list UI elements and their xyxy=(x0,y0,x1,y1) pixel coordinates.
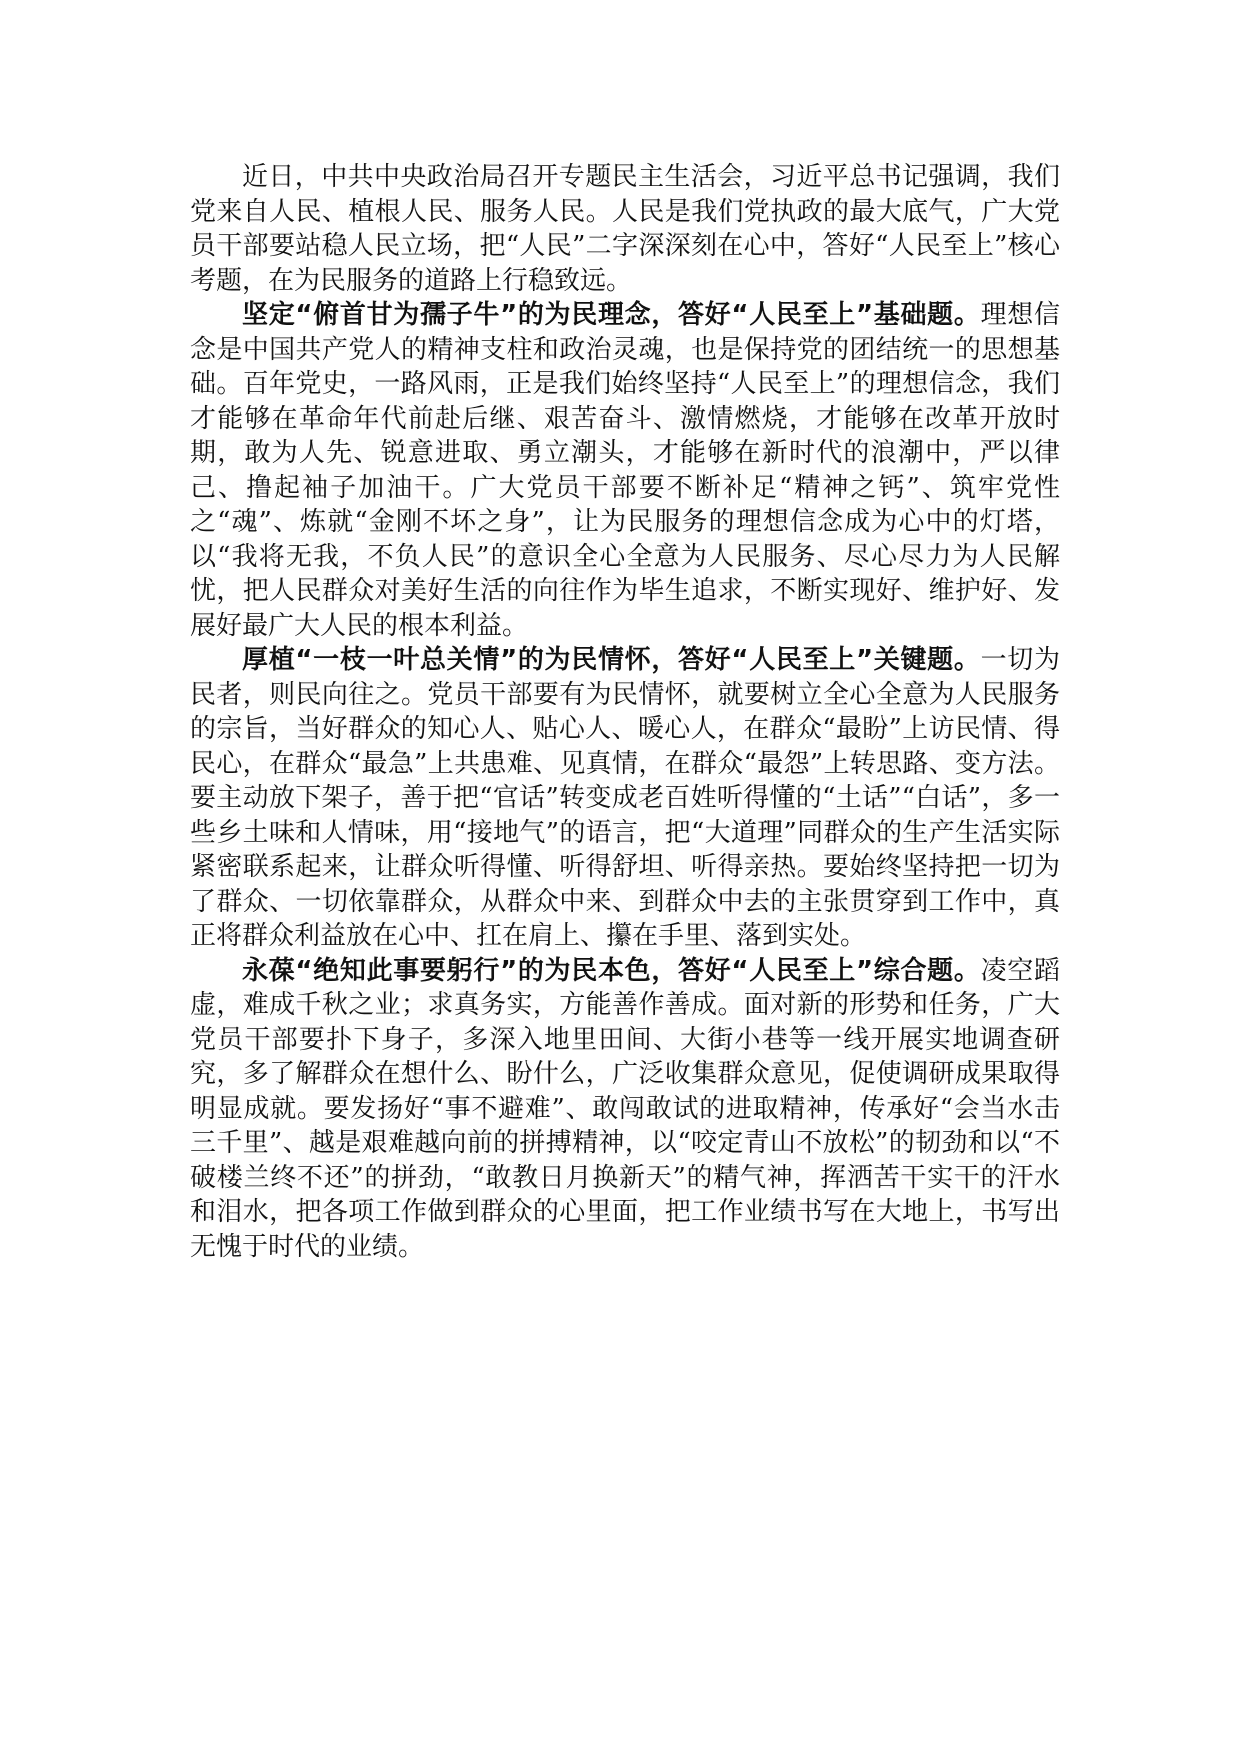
paragraph-key xyxy=(190,643,1060,954)
paragraph-text: 理想信念是中国共产党人的精神支柱和政治灵魂，也是保持党的团结统一的思想基础。百年党史，一路风雨，正是我们始终坚持“人民至上”的理想信念，我们才能够在革命年代前赴后继、艰苦奋斗、激情燃烧，才能够在改革开放时期，敢为人先、锐意进取、勇立潮头，才能够在新时代的浪潮中，严以律己、撸起袖子加油干。广大党员干部要不断补足“精神之钙”、筑牢党性之“魂”、炼就“金刚不坏之身”，让为民服务的理想信念成为心中的灯塔，以“我将无我，不负人民”的意识全心全意为人民服务、尽心尽力为人民解忧，把人民群众对美好生活的向往作为毕生追求，不断实现好、维护好、发展好最广大人民的根本利益。 xyxy=(190,300,1060,641)
paragraph-heading: 永葆“绝知此事要躬行”的为民本色，答好“人民至上”综合题。 xyxy=(242,955,981,986)
paragraph-text: 凌空蹈虚，难成千秋之业；求真务实，方能善作善成。面对新的形势和任务，广大党员干部要扑下身子，多深入地里田间、大街小巷等一线开展实地调查研究，多了解群众在想什么、盼什么，广泛收集群众意见，促使调研成果取得明显成就。要发扬好“事不避难”、敢闯敢试的进取精神，传承好“会当水击三千里”、越是艰难越向前的拼搏精神，以“咬定青山不放松”的韧劲和以“不破楼兰终不还”的拼劲，“敢教日月换新天”的精气神，挥洒苦干实干的汗水和泪水，把各项工作做到群众的心里面，把工作业绩书写在大地上，书写出无愧于时代的业绩。 xyxy=(190,955,1060,1262)
paragraph-comprehensive xyxy=(190,954,1060,1265)
paragraph-heading: 厚植“一枝一叶总关情”的为民情怀，答好“人民至上”关键题。 xyxy=(242,645,981,675)
paragraph-intro xyxy=(190,160,1060,298)
paragraph-foundation xyxy=(190,298,1060,643)
paragraph-heading: 坚定“俯首甘为孺子牛”的为民理念，答好“人民至上”基础题。 xyxy=(242,300,981,330)
article-body xyxy=(190,160,1060,1264)
paragraph-text: 一切为民者，则民向往之。党员干部要有为民情怀，就要树立全心全意为人民服务的宗旨，当好群众的知心人、贴心人、暖心人，在群众“最盼”上访民情、得民心，在群众“最急”上共患难、见真情，在群众“最怨”上转思路、变方法。要主动放下架子，善于把“官话”转变成老百姓听得懂的“土话”“白话”，多一些乡土味和人情味，用“接地气”的语言，把“大道理”同群众的生产生活实际紧密联系起来，让群众听得懂、听得舒坦、听得亲热。要始终坚持把一切为了群众、一切依靠群众，从群众中来、到群众中去的主张贯穿到工作中，真正将群众利益放在心中、扛在肩上、攥在手里、落到实处。 xyxy=(190,645,1060,951)
paragraph-text: 近日，中共中央政治局召开专题民主生活会，习近平总书记强调，我们党来自人民、植根人民、服务人民。人民是我们党执政的最大底气，广大党员干部要站稳人民立场，把“人民”二字深深刻在心中，答好“人民至上”核心考题，在为民服务的道路上行稳致远。 xyxy=(190,162,1060,296)
